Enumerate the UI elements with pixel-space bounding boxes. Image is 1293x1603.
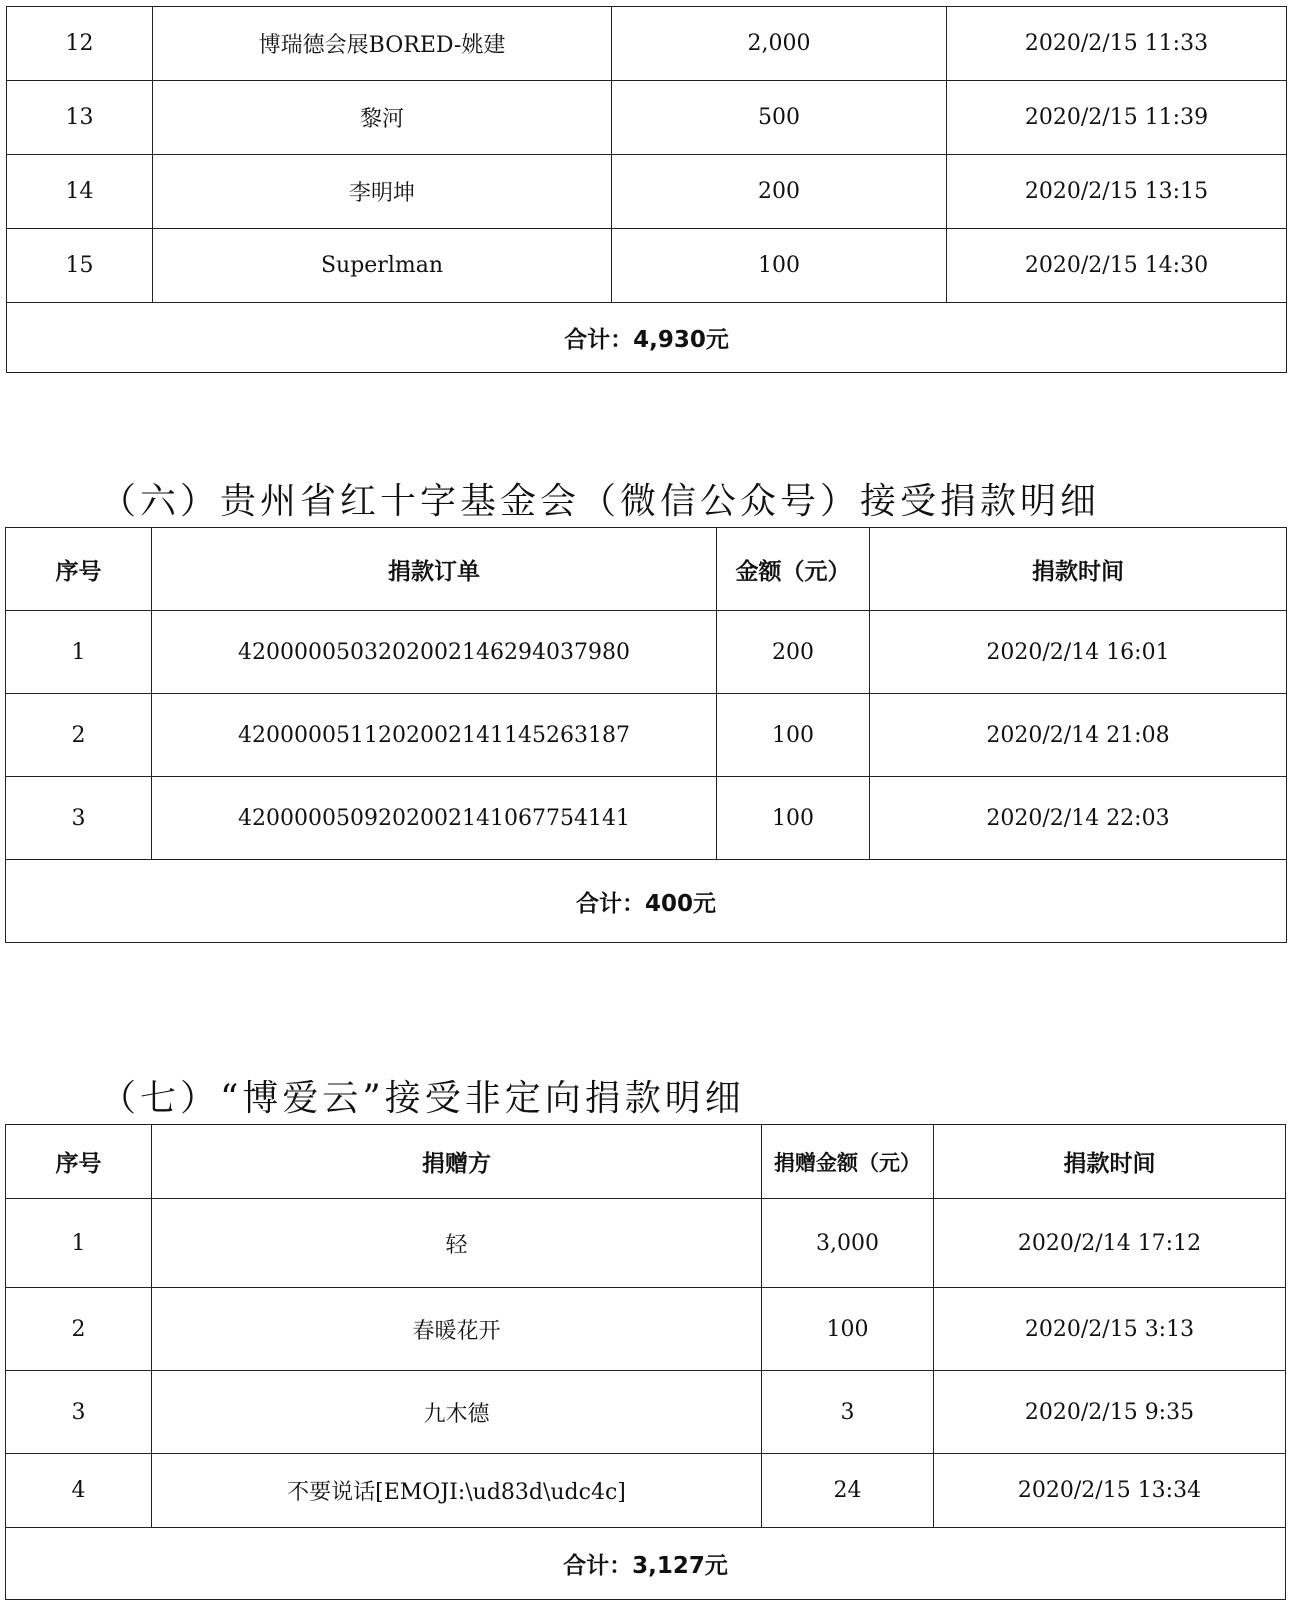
donor-name: 轻 xyxy=(152,1199,762,1288)
donation-amount: 2,000 xyxy=(612,7,947,81)
donation-amount: 100 xyxy=(612,229,947,303)
row-number: 13 xyxy=(7,81,153,155)
table-row xyxy=(6,1371,1286,1454)
row-number: 3 xyxy=(6,1371,152,1454)
table-row xyxy=(6,694,1287,777)
header-number: 序号 xyxy=(6,528,152,611)
donation-amount: 200 xyxy=(717,611,870,694)
donation-amount: 500 xyxy=(612,81,947,155)
donor-name: 黎河 xyxy=(153,81,612,155)
header-time: 捐款时间 xyxy=(870,528,1287,611)
donor-name: 不要说话[EMOJI:\ud83d\udc4c] xyxy=(152,1454,762,1528)
row-number: 2 xyxy=(6,694,152,777)
donation-time: 2020/2/15 13:34 xyxy=(934,1454,1286,1528)
order-id: 4200000509202002141067754141 xyxy=(152,777,717,860)
section-seven-title: （七）“博爱云”接受非定向捐款明细 xyxy=(100,1078,745,1119)
donation-time: 2020/2/15 11:33 xyxy=(947,7,1287,81)
donation-amount: 100 xyxy=(717,777,870,860)
donation-time: 2020/2/14 21:08 xyxy=(870,694,1287,777)
order-id: 4200000511202002141145263187 xyxy=(152,694,717,777)
header-amount: 捐赠金额（元） xyxy=(762,1125,934,1199)
wechat-donation-table xyxy=(5,527,1287,943)
table-row xyxy=(7,7,1287,81)
donation-time: 2020/2/15 14:30 xyxy=(947,229,1287,303)
header-amount: 金额（元） xyxy=(717,528,870,611)
donor-name: 李明坤 xyxy=(153,155,612,229)
order-id: 4200000503202002146294037980 xyxy=(152,611,717,694)
total-row xyxy=(6,860,1287,943)
row-number: 4 xyxy=(6,1454,152,1528)
donation-amount: 24 xyxy=(762,1454,934,1528)
section-six-title: （六）贵州省红十字基金会（微信公众号）接受捐款明细 xyxy=(100,481,1101,522)
donation-amount: 100 xyxy=(717,694,870,777)
total-row xyxy=(7,303,1287,373)
donor-name: 春暖花开 xyxy=(152,1288,762,1371)
donation-time: 2020/2/15 11:39 xyxy=(947,81,1287,155)
donation-table-continued xyxy=(6,6,1287,373)
header-number: 序号 xyxy=(6,1125,152,1199)
donation-amount: 3 xyxy=(762,1371,934,1454)
donation-amount: 200 xyxy=(612,155,947,229)
boaiyun-donation-table xyxy=(5,1124,1286,1600)
row-number: 1 xyxy=(6,1199,152,1288)
donation-amount: 3,000 xyxy=(762,1199,934,1288)
row-number: 1 xyxy=(6,611,152,694)
donation-time: 2020/2/14 17:12 xyxy=(934,1199,1286,1288)
row-number: 12 xyxy=(7,7,153,81)
total-amount: 合计：400元 xyxy=(6,860,1287,943)
row-number: 3 xyxy=(6,777,152,860)
table-row xyxy=(6,611,1287,694)
table-row xyxy=(6,777,1287,860)
donation-time: 2020/2/15 13:15 xyxy=(947,155,1287,229)
donation-time: 2020/2/14 16:01 xyxy=(870,611,1287,694)
table-row xyxy=(7,155,1287,229)
donor-name: 九木德 xyxy=(152,1371,762,1454)
donation-time: 2020/2/15 9:35 xyxy=(934,1371,1286,1454)
table-row xyxy=(6,1454,1286,1528)
total-amount: 合计：3,127元 xyxy=(6,1528,1286,1600)
donation-amount: 100 xyxy=(762,1288,934,1371)
donor-name: Superlman xyxy=(153,229,612,303)
table-row xyxy=(7,229,1287,303)
table-header-row xyxy=(6,1125,1286,1199)
table-row xyxy=(7,81,1287,155)
donation-time: 2020/2/15 3:13 xyxy=(934,1288,1286,1371)
header-order: 捐款订单 xyxy=(152,528,717,611)
header-time: 捐款时间 xyxy=(934,1125,1286,1199)
header-donor: 捐赠方 xyxy=(152,1125,762,1199)
donor-name: 博瑞德会展BORED-姚建 xyxy=(153,7,612,81)
row-number: 2 xyxy=(6,1288,152,1371)
table-row xyxy=(6,1288,1286,1371)
row-number: 15 xyxy=(7,229,153,303)
row-number: 14 xyxy=(7,155,153,229)
donation-time: 2020/2/14 22:03 xyxy=(870,777,1287,860)
table-header-row xyxy=(6,528,1287,611)
table-row xyxy=(6,1199,1286,1288)
total-amount: 合计：4,930元 xyxy=(7,303,1287,373)
total-row xyxy=(6,1528,1286,1600)
